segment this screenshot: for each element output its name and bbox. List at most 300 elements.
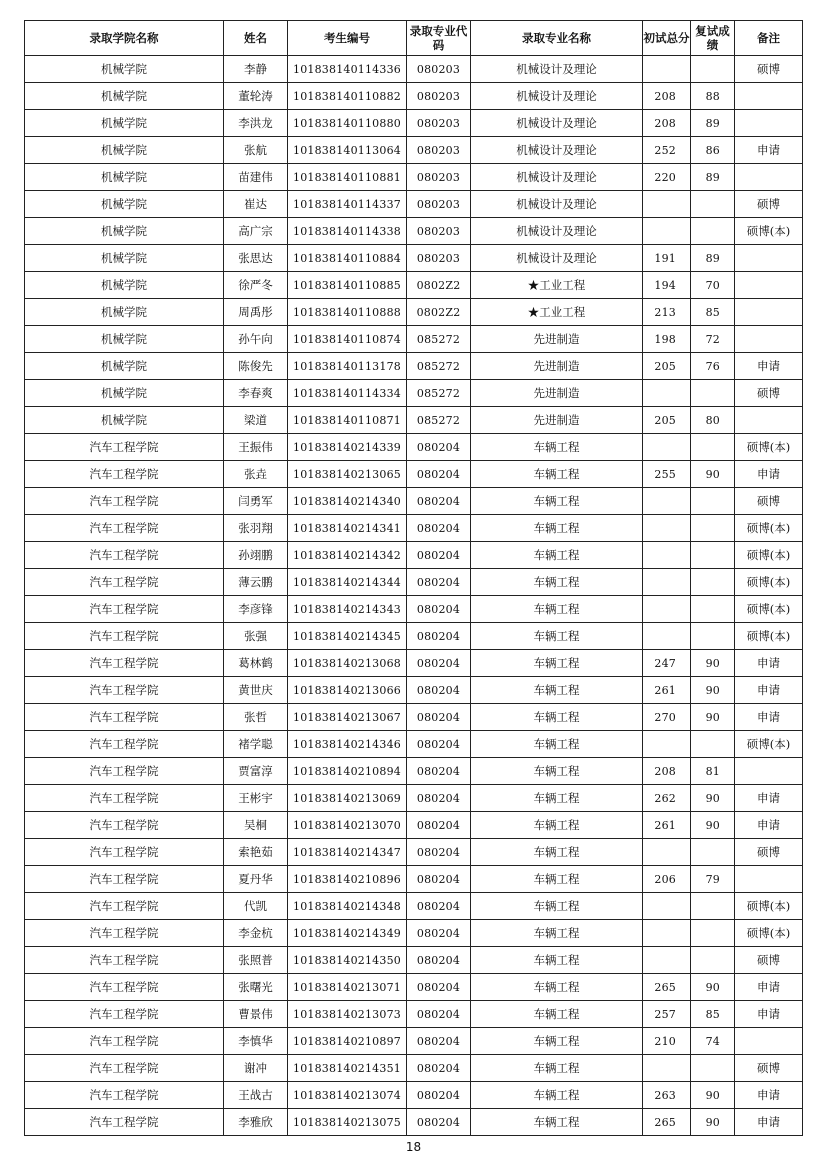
table-row bbox=[25, 1001, 803, 1028]
name-cell: 葛林鹤 bbox=[224, 650, 288, 677]
major-name-cell: 机械设计及理论 bbox=[471, 191, 643, 218]
initial-score-cell bbox=[643, 218, 691, 245]
major-code-cell: 085272 bbox=[407, 326, 471, 353]
major-code-cell: 085272 bbox=[407, 380, 471, 407]
name-cell: 张强 bbox=[224, 623, 288, 650]
retest-score-cell: 88 bbox=[691, 83, 735, 110]
table-row bbox=[25, 272, 803, 299]
college-cell: 机械学院 bbox=[25, 218, 224, 245]
exam-id-cell: 101838140110881 bbox=[288, 164, 407, 191]
exam-id-cell: 101838140213074 bbox=[288, 1082, 407, 1109]
exam-id-cell: 101838140214349 bbox=[288, 920, 407, 947]
exam-id-cell: 101838140214347 bbox=[288, 839, 407, 866]
exam-id-cell: 101838140213075 bbox=[288, 1109, 407, 1136]
name-cell: 张思达 bbox=[224, 245, 288, 272]
major-name-cell: 车辆工程 bbox=[471, 866, 643, 893]
college-cell: 汽车工程学院 bbox=[25, 1082, 224, 1109]
college-cell: 汽车工程学院 bbox=[25, 866, 224, 893]
name-cell: 张垚 bbox=[224, 461, 288, 488]
table-row bbox=[25, 785, 803, 812]
table-row bbox=[25, 704, 803, 731]
exam-id-cell: 101838140214344 bbox=[288, 569, 407, 596]
name-cell: 李雅欣 bbox=[224, 1109, 288, 1136]
exam-id-cell: 101838140213073 bbox=[288, 1001, 407, 1028]
major-code-cell: 080203 bbox=[407, 191, 471, 218]
table-row bbox=[25, 596, 803, 623]
name-cell: 孙翊鹏 bbox=[224, 542, 288, 569]
college-cell: 机械学院 bbox=[25, 353, 224, 380]
college-cell: 机械学院 bbox=[25, 110, 224, 137]
table-row bbox=[25, 407, 803, 434]
table-row bbox=[25, 56, 803, 83]
initial-score-cell bbox=[643, 947, 691, 974]
name-cell: 李慎华 bbox=[224, 1028, 288, 1055]
retest-score-cell bbox=[691, 596, 735, 623]
table-row bbox=[25, 1028, 803, 1055]
college-cell: 机械学院 bbox=[25, 299, 224, 326]
college-cell: 机械学院 bbox=[25, 56, 224, 83]
table-row bbox=[25, 326, 803, 353]
major-code-cell: 085272 bbox=[407, 407, 471, 434]
major-name-cell: 车辆工程 bbox=[471, 1028, 643, 1055]
name-cell: 周禹彤 bbox=[224, 299, 288, 326]
retest-score-cell: 90 bbox=[691, 704, 735, 731]
retest-score-cell bbox=[691, 623, 735, 650]
table-row bbox=[25, 758, 803, 785]
major-name-cell: 车辆工程 bbox=[471, 623, 643, 650]
remarks-cell: 硕博 bbox=[735, 191, 803, 218]
major-code-cell: 080204 bbox=[407, 893, 471, 920]
major-name-cell: 车辆工程 bbox=[471, 488, 643, 515]
initial-score-cell bbox=[643, 569, 691, 596]
major-code-cell: 0802Z2 bbox=[407, 272, 471, 299]
remarks-cell: 申请 bbox=[735, 785, 803, 812]
major-name-cell: 车辆工程 bbox=[471, 812, 643, 839]
name-cell: 曹景伟 bbox=[224, 1001, 288, 1028]
retest-score-cell: 89 bbox=[691, 110, 735, 137]
name-cell: 吴桐 bbox=[224, 812, 288, 839]
name-cell: 索艳茹 bbox=[224, 839, 288, 866]
college-cell: 汽车工程学院 bbox=[25, 569, 224, 596]
header-name: 姓名 bbox=[224, 21, 288, 56]
remarks-cell: 申请 bbox=[735, 650, 803, 677]
college-cell: 机械学院 bbox=[25, 272, 224, 299]
major-code-cell: 080204 bbox=[407, 461, 471, 488]
initial-score-cell: 262 bbox=[643, 785, 691, 812]
name-cell: 李彦锋 bbox=[224, 596, 288, 623]
exam-id-cell: 101838140213070 bbox=[288, 812, 407, 839]
remarks-cell bbox=[735, 164, 803, 191]
remarks-cell bbox=[735, 326, 803, 353]
college-cell: 汽车工程学院 bbox=[25, 1001, 224, 1028]
initial-score-cell: 265 bbox=[643, 1109, 691, 1136]
name-cell: 张航 bbox=[224, 137, 288, 164]
initial-score-cell bbox=[643, 623, 691, 650]
exam-id-cell: 101838140210894 bbox=[288, 758, 407, 785]
major-name-cell: 车辆工程 bbox=[471, 785, 643, 812]
major-code-cell: 080204 bbox=[407, 596, 471, 623]
retest-score-cell: 90 bbox=[691, 1109, 735, 1136]
major-code-cell: 080203 bbox=[407, 83, 471, 110]
college-cell: 汽车工程学院 bbox=[25, 893, 224, 920]
exam-id-cell: 101838140110888 bbox=[288, 299, 407, 326]
major-code-cell: 080203 bbox=[407, 137, 471, 164]
exam-id-cell: 101838140213069 bbox=[288, 785, 407, 812]
initial-score-cell bbox=[643, 731, 691, 758]
remarks-cell: 申请 bbox=[735, 1001, 803, 1028]
remarks-cell: 硕博(本) bbox=[735, 569, 803, 596]
initial-score-cell: 213 bbox=[643, 299, 691, 326]
remarks-cell bbox=[735, 299, 803, 326]
name-cell: 徐严冬 bbox=[224, 272, 288, 299]
retest-score-cell bbox=[691, 893, 735, 920]
major-code-cell: 080203 bbox=[407, 164, 471, 191]
header-major-name: 录取专业名称 bbox=[471, 21, 643, 56]
major-code-cell: 080204 bbox=[407, 947, 471, 974]
major-code-cell: 080204 bbox=[407, 623, 471, 650]
initial-score-cell: 205 bbox=[643, 407, 691, 434]
college-cell: 汽车工程学院 bbox=[25, 488, 224, 515]
name-cell: 王彬宇 bbox=[224, 785, 288, 812]
major-code-cell: 080204 bbox=[407, 1109, 471, 1136]
retest-score-cell: 72 bbox=[691, 326, 735, 353]
name-cell: 李静 bbox=[224, 56, 288, 83]
retest-score-cell: 85 bbox=[691, 299, 735, 326]
name-cell: 王振伟 bbox=[224, 434, 288, 461]
table-row bbox=[25, 623, 803, 650]
retest-score-cell: 90 bbox=[691, 677, 735, 704]
retest-score-cell bbox=[691, 380, 735, 407]
major-name-cell: 车辆工程 bbox=[471, 974, 643, 1001]
major-name-cell: ★工业工程 bbox=[471, 299, 643, 326]
name-cell: 崔达 bbox=[224, 191, 288, 218]
retest-score-cell: 74 bbox=[691, 1028, 735, 1055]
remarks-cell: 硕博(本) bbox=[735, 731, 803, 758]
major-name-cell: 车辆工程 bbox=[471, 1055, 643, 1082]
major-name-cell: 先进制造 bbox=[471, 326, 643, 353]
table-row bbox=[25, 731, 803, 758]
major-name-cell: 车辆工程 bbox=[471, 461, 643, 488]
remarks-cell: 硕博 bbox=[735, 947, 803, 974]
retest-score-cell bbox=[691, 56, 735, 83]
initial-score-cell: 255 bbox=[643, 461, 691, 488]
name-cell: 代凯 bbox=[224, 893, 288, 920]
exam-id-cell: 101838140114336 bbox=[288, 56, 407, 83]
retest-score-cell bbox=[691, 515, 735, 542]
initial-score-cell bbox=[643, 191, 691, 218]
major-name-cell: 机械设计及理论 bbox=[471, 137, 643, 164]
major-code-cell: 0802Z2 bbox=[407, 299, 471, 326]
name-cell: 梁道 bbox=[224, 407, 288, 434]
major-name-cell: 车辆工程 bbox=[471, 1109, 643, 1136]
table-row bbox=[25, 1082, 803, 1109]
remarks-cell: 申请 bbox=[735, 1109, 803, 1136]
major-code-cell: 080203 bbox=[407, 56, 471, 83]
remarks-cell: 硕博(本) bbox=[735, 596, 803, 623]
initial-score-cell: 261 bbox=[643, 677, 691, 704]
table-row bbox=[25, 974, 803, 1001]
remarks-cell: 硕博 bbox=[735, 56, 803, 83]
major-name-cell: 先进制造 bbox=[471, 380, 643, 407]
header-retest-score: 复试成绩 bbox=[691, 21, 735, 56]
major-name-cell: 车辆工程 bbox=[471, 758, 643, 785]
exam-id-cell: 101838140210897 bbox=[288, 1028, 407, 1055]
table-row bbox=[25, 353, 803, 380]
major-code-cell: 080204 bbox=[407, 1001, 471, 1028]
retest-score-cell bbox=[691, 569, 735, 596]
name-cell: 褚学聪 bbox=[224, 731, 288, 758]
college-cell: 汽车工程学院 bbox=[25, 785, 224, 812]
major-name-cell: ★工业工程 bbox=[471, 272, 643, 299]
exam-id-cell: 101838140110874 bbox=[288, 326, 407, 353]
remarks-cell: 硕博(本) bbox=[735, 434, 803, 461]
major-code-cell: 080204 bbox=[407, 1055, 471, 1082]
initial-score-cell bbox=[643, 56, 691, 83]
major-code-cell: 080204 bbox=[407, 1082, 471, 1109]
name-cell: 孙午向 bbox=[224, 326, 288, 353]
table-row bbox=[25, 83, 803, 110]
major-code-cell: 080204 bbox=[407, 677, 471, 704]
remarks-cell bbox=[735, 272, 803, 299]
table-header bbox=[25, 21, 803, 56]
header-college: 录取学院名称 bbox=[25, 21, 224, 56]
table-row bbox=[25, 893, 803, 920]
exam-id-cell: 101838140213068 bbox=[288, 650, 407, 677]
college-cell: 汽车工程学院 bbox=[25, 704, 224, 731]
major-code-cell: 080204 bbox=[407, 785, 471, 812]
major-name-cell: 机械设计及理论 bbox=[471, 245, 643, 272]
college-cell: 机械学院 bbox=[25, 407, 224, 434]
exam-id-cell: 101838140213066 bbox=[288, 677, 407, 704]
exam-id-cell: 101838140214339 bbox=[288, 434, 407, 461]
exam-id-cell: 101838140113064 bbox=[288, 137, 407, 164]
initial-score-cell: 191 bbox=[643, 245, 691, 272]
remarks-cell: 硕博(本) bbox=[735, 515, 803, 542]
exam-id-cell: 101838140114338 bbox=[288, 218, 407, 245]
retest-score-cell bbox=[691, 731, 735, 758]
retest-score-cell: 90 bbox=[691, 785, 735, 812]
retest-score-cell: 79 bbox=[691, 866, 735, 893]
college-cell: 汽车工程学院 bbox=[25, 515, 224, 542]
retest-score-cell: 90 bbox=[691, 974, 735, 1001]
retest-score-cell: 90 bbox=[691, 461, 735, 488]
name-cell: 谢冲 bbox=[224, 1055, 288, 1082]
major-name-cell: 车辆工程 bbox=[471, 596, 643, 623]
initial-score-cell: 252 bbox=[643, 137, 691, 164]
retest-score-cell bbox=[691, 542, 735, 569]
exam-id-cell: 101838140110885 bbox=[288, 272, 407, 299]
name-cell: 陈俊先 bbox=[224, 353, 288, 380]
table-row bbox=[25, 164, 803, 191]
major-code-cell: 080204 bbox=[407, 704, 471, 731]
name-cell: 李金杭 bbox=[224, 920, 288, 947]
major-name-cell: 车辆工程 bbox=[471, 893, 643, 920]
retest-score-cell: 80 bbox=[691, 407, 735, 434]
major-name-cell: 机械设计及理论 bbox=[471, 83, 643, 110]
remarks-cell bbox=[735, 758, 803, 785]
header-initial-score: 初试总分 bbox=[643, 21, 691, 56]
college-cell: 机械学院 bbox=[25, 380, 224, 407]
initial-score-cell: 208 bbox=[643, 83, 691, 110]
table-row bbox=[25, 137, 803, 164]
name-cell: 薄云鹏 bbox=[224, 569, 288, 596]
retest-score-cell: 81 bbox=[691, 758, 735, 785]
initial-score-cell: 265 bbox=[643, 974, 691, 1001]
exam-id-cell: 101838140110882 bbox=[288, 83, 407, 110]
exam-id-cell: 101838140213067 bbox=[288, 704, 407, 731]
major-name-cell: 车辆工程 bbox=[471, 731, 643, 758]
major-code-cell: 080204 bbox=[407, 866, 471, 893]
initial-score-cell: 270 bbox=[643, 704, 691, 731]
initial-score-cell bbox=[643, 380, 691, 407]
name-cell: 张哲 bbox=[224, 704, 288, 731]
major-name-cell: 车辆工程 bbox=[471, 920, 643, 947]
exam-id-cell: 101838140214340 bbox=[288, 488, 407, 515]
initial-score-cell bbox=[643, 839, 691, 866]
retest-score-cell: 90 bbox=[691, 812, 735, 839]
major-name-cell: 车辆工程 bbox=[471, 839, 643, 866]
name-cell: 张羽翔 bbox=[224, 515, 288, 542]
major-name-cell: 车辆工程 bbox=[471, 704, 643, 731]
major-name-cell: 车辆工程 bbox=[471, 677, 643, 704]
exam-id-cell: 101838140114337 bbox=[288, 191, 407, 218]
retest-score-cell bbox=[691, 488, 735, 515]
remarks-cell bbox=[735, 407, 803, 434]
major-code-cell: 080204 bbox=[407, 434, 471, 461]
retest-score-cell: 76 bbox=[691, 353, 735, 380]
college-cell: 汽车工程学院 bbox=[25, 677, 224, 704]
retest-score-cell: 86 bbox=[691, 137, 735, 164]
table-row bbox=[25, 569, 803, 596]
remarks-cell: 申请 bbox=[735, 137, 803, 164]
exam-id-cell: 101838140213071 bbox=[288, 974, 407, 1001]
exam-id-cell: 101838140113178 bbox=[288, 353, 407, 380]
table-row bbox=[25, 191, 803, 218]
major-name-cell: 车辆工程 bbox=[471, 569, 643, 596]
exam-id-cell: 101838140214346 bbox=[288, 731, 407, 758]
retest-score-cell bbox=[691, 920, 735, 947]
name-cell: 夏丹华 bbox=[224, 866, 288, 893]
retest-score-cell: 90 bbox=[691, 1082, 735, 1109]
table-row bbox=[25, 866, 803, 893]
major-name-cell: 机械设计及理论 bbox=[471, 110, 643, 137]
initial-score-cell: 194 bbox=[643, 272, 691, 299]
header-exam-id: 考生编号 bbox=[288, 21, 407, 56]
initial-score-cell: 210 bbox=[643, 1028, 691, 1055]
table-row bbox=[25, 488, 803, 515]
table-row bbox=[25, 947, 803, 974]
exam-id-cell: 101838140110880 bbox=[288, 110, 407, 137]
major-name-cell: 车辆工程 bbox=[471, 947, 643, 974]
major-name-cell: 车辆工程 bbox=[471, 434, 643, 461]
initial-score-cell: 208 bbox=[643, 110, 691, 137]
college-cell: 汽车工程学院 bbox=[25, 839, 224, 866]
retest-score-cell: 70 bbox=[691, 272, 735, 299]
remarks-cell: 申请 bbox=[735, 677, 803, 704]
college-cell: 汽车工程学院 bbox=[25, 758, 224, 785]
major-name-cell: 机械设计及理论 bbox=[471, 164, 643, 191]
name-cell: 李春爽 bbox=[224, 380, 288, 407]
remarks-cell bbox=[735, 110, 803, 137]
table-row bbox=[25, 1109, 803, 1136]
remarks-cell bbox=[735, 245, 803, 272]
table-row bbox=[25, 839, 803, 866]
major-name-cell: 车辆工程 bbox=[471, 542, 643, 569]
retest-score-cell bbox=[691, 839, 735, 866]
name-cell: 张照普 bbox=[224, 947, 288, 974]
college-cell: 汽车工程学院 bbox=[25, 1028, 224, 1055]
college-cell: 汽车工程学院 bbox=[25, 947, 224, 974]
retest-score-cell bbox=[691, 947, 735, 974]
remarks-cell: 申请 bbox=[735, 1082, 803, 1109]
name-cell: 黄世庆 bbox=[224, 677, 288, 704]
admission-table bbox=[24, 20, 803, 1136]
college-cell: 汽车工程学院 bbox=[25, 1109, 224, 1136]
table-row bbox=[25, 299, 803, 326]
remarks-cell: 申请 bbox=[735, 812, 803, 839]
exam-id-cell: 101838140214341 bbox=[288, 515, 407, 542]
initial-score-cell: 198 bbox=[643, 326, 691, 353]
initial-score-cell bbox=[643, 596, 691, 623]
initial-score-cell: 206 bbox=[643, 866, 691, 893]
major-code-cell: 080204 bbox=[407, 920, 471, 947]
college-cell: 汽车工程学院 bbox=[25, 812, 224, 839]
major-code-cell: 080204 bbox=[407, 1028, 471, 1055]
college-cell: 汽车工程学院 bbox=[25, 461, 224, 488]
exam-id-cell: 101838140213065 bbox=[288, 461, 407, 488]
major-name-cell: 机械设计及理论 bbox=[471, 56, 643, 83]
exam-id-cell: 101838140214342 bbox=[288, 542, 407, 569]
table-row bbox=[25, 245, 803, 272]
major-code-cell: 080204 bbox=[407, 812, 471, 839]
major-code-cell: 080203 bbox=[407, 218, 471, 245]
major-code-cell: 080203 bbox=[407, 110, 471, 137]
remarks-cell: 硕博(本) bbox=[735, 542, 803, 569]
remarks-cell: 硕博 bbox=[735, 1055, 803, 1082]
major-code-cell: 080204 bbox=[407, 542, 471, 569]
name-cell: 董轮涛 bbox=[224, 83, 288, 110]
college-cell: 机械学院 bbox=[25, 164, 224, 191]
initial-score-cell: 208 bbox=[643, 758, 691, 785]
retest-score-cell bbox=[691, 434, 735, 461]
major-code-cell: 080204 bbox=[407, 515, 471, 542]
name-cell: 高广宗 bbox=[224, 218, 288, 245]
initial-score-cell: 263 bbox=[643, 1082, 691, 1109]
major-code-cell: 080204 bbox=[407, 650, 471, 677]
table-row bbox=[25, 1055, 803, 1082]
major-code-cell: 080204 bbox=[407, 488, 471, 515]
remarks-cell: 申请 bbox=[735, 353, 803, 380]
college-cell: 机械学院 bbox=[25, 326, 224, 353]
exam-id-cell: 101838140110884 bbox=[288, 245, 407, 272]
remarks-cell: 硕博(本) bbox=[735, 893, 803, 920]
initial-score-cell bbox=[643, 920, 691, 947]
major-name-cell: 先进制造 bbox=[471, 407, 643, 434]
major-code-cell: 080204 bbox=[407, 731, 471, 758]
major-name-cell: 车辆工程 bbox=[471, 1082, 643, 1109]
table-row bbox=[25, 218, 803, 245]
initial-score-cell: 261 bbox=[643, 812, 691, 839]
major-name-cell: 车辆工程 bbox=[471, 515, 643, 542]
header-remarks: 备注 bbox=[735, 21, 803, 56]
remarks-cell: 申请 bbox=[735, 974, 803, 1001]
major-code-cell: 080204 bbox=[407, 569, 471, 596]
name-cell: 苗建伟 bbox=[224, 164, 288, 191]
remarks-cell: 申请 bbox=[735, 704, 803, 731]
remarks-cell: 硕博 bbox=[735, 839, 803, 866]
college-cell: 机械学院 bbox=[25, 137, 224, 164]
college-cell: 机械学院 bbox=[25, 245, 224, 272]
